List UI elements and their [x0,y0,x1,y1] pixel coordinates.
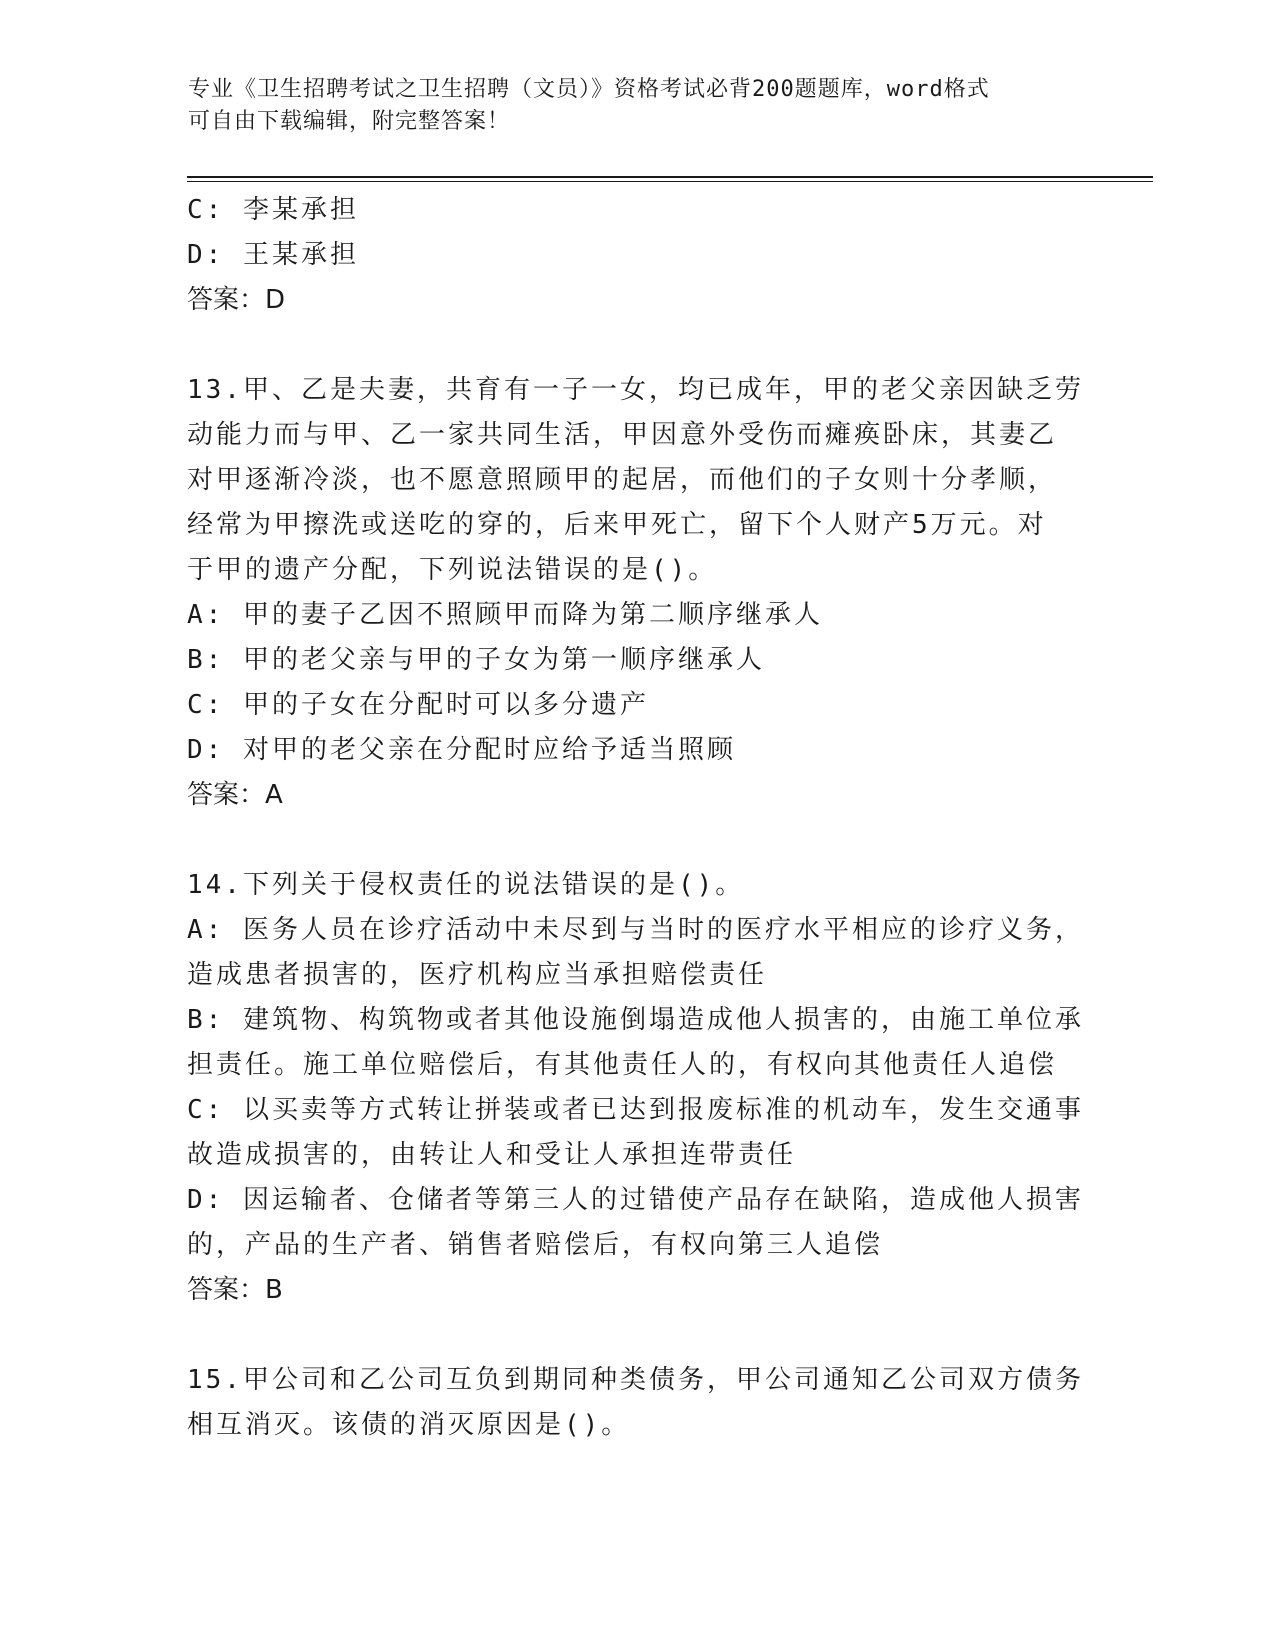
option-b-continued: 担责任。施工单位赔偿后，有其他责任人的，有权向其他责任人追偿 [187,1050,1058,1080]
spacer [187,1313,1087,1358]
option-c: C: 甲的子女在分配时可以多分遗产 [187,690,649,720]
option-d-continued: 的，产品的生产者、销售者赔偿后，有权向第三人追偿 [187,1230,884,1260]
option-c: C: 以买卖等方式转让拼装或者已达到报废标准的机动车，发生交通事 [187,1095,1084,1125]
question-stem-line: 对甲逐渐冷淡，也不愿意照顾甲的起居，而他们的子女则十分孝顺， [187,465,1058,495]
question-stem-line: 15.甲公司和乙公司互负到期同种类债务，甲公司通知乙公司双方债务 [187,1365,1084,1395]
option-a: A: 医务人员在诊疗活动中未尽到与当时的医疗水平相应的诊疗义务， [187,915,1084,945]
header-divider-thin [187,181,1153,182]
option-d: D: 对甲的老父亲在分配时应给予适当照顾 [187,735,736,765]
answer-line: 答案：A [187,780,283,810]
option-d: D: 因运输者、仓储者等第三人的过错使产品存在缺陷，造成他人损害 [187,1185,1084,1215]
answer-line: 答案：B [187,1275,283,1305]
option-c: C: 李某承担 [187,195,359,225]
option-c-continued: 故造成损害的，由转让人和受让人承担连带责任 [187,1140,797,1170]
question-stem-line: 动能力而与甲、乙一家共同生活，甲因意外受伤而瘫痪卧床，其妻乙 [187,420,1058,450]
answer-line: 答案：D [187,285,286,315]
header-line-2: 可自由下载编辑，附完整答案！ [188,109,511,134]
page-header [188,74,1068,138]
question-12-tail [187,188,1087,323]
option-b: B: 甲的老父亲与甲的子女为第一顺序继承人 [187,645,765,675]
option-a: A: 甲的妻子乙因不照顾甲而降为第二顺序继承人 [187,600,823,630]
spacer [187,818,1087,863]
question-14 [187,863,1087,1313]
question-13 [187,368,1087,818]
question-stem-line: 于甲的遗产分配，下列说法错误的是()。 [187,555,718,585]
option-b: B: 建筑物、构筑物或者其他设施倒塌造成他人损害的，由施工单位承 [187,1005,1084,1035]
option-d: D: 王某承担 [187,240,359,270]
question-content [187,188,1087,1448]
header-line-1: 专业《卫生招聘考试之卫生招聘（文员）》资格考试必背200题题库，word格式 [188,77,990,102]
question-stem-line: 14.下列关于侵权责任的说法错误的是()。 [187,870,745,900]
question-15 [187,1358,1087,1448]
spacer [187,323,1087,368]
option-a-continued: 造成患者损害的，医疗机构应当承担赔偿责任 [187,960,768,990]
question-stem-line: 13.甲、乙是夫妻，共育有一子一女，均已成年，甲的老父亲因缺乏劳 [187,375,1084,405]
question-stem-line: 相互消灭。该债的消灭原因是()。 [187,1410,631,1440]
header-divider-thick [187,176,1153,178]
question-stem-line: 经常为甲擦洗或送吃的穿的，后来甲死亡，留下个人财产5万元。对 [187,510,1047,540]
